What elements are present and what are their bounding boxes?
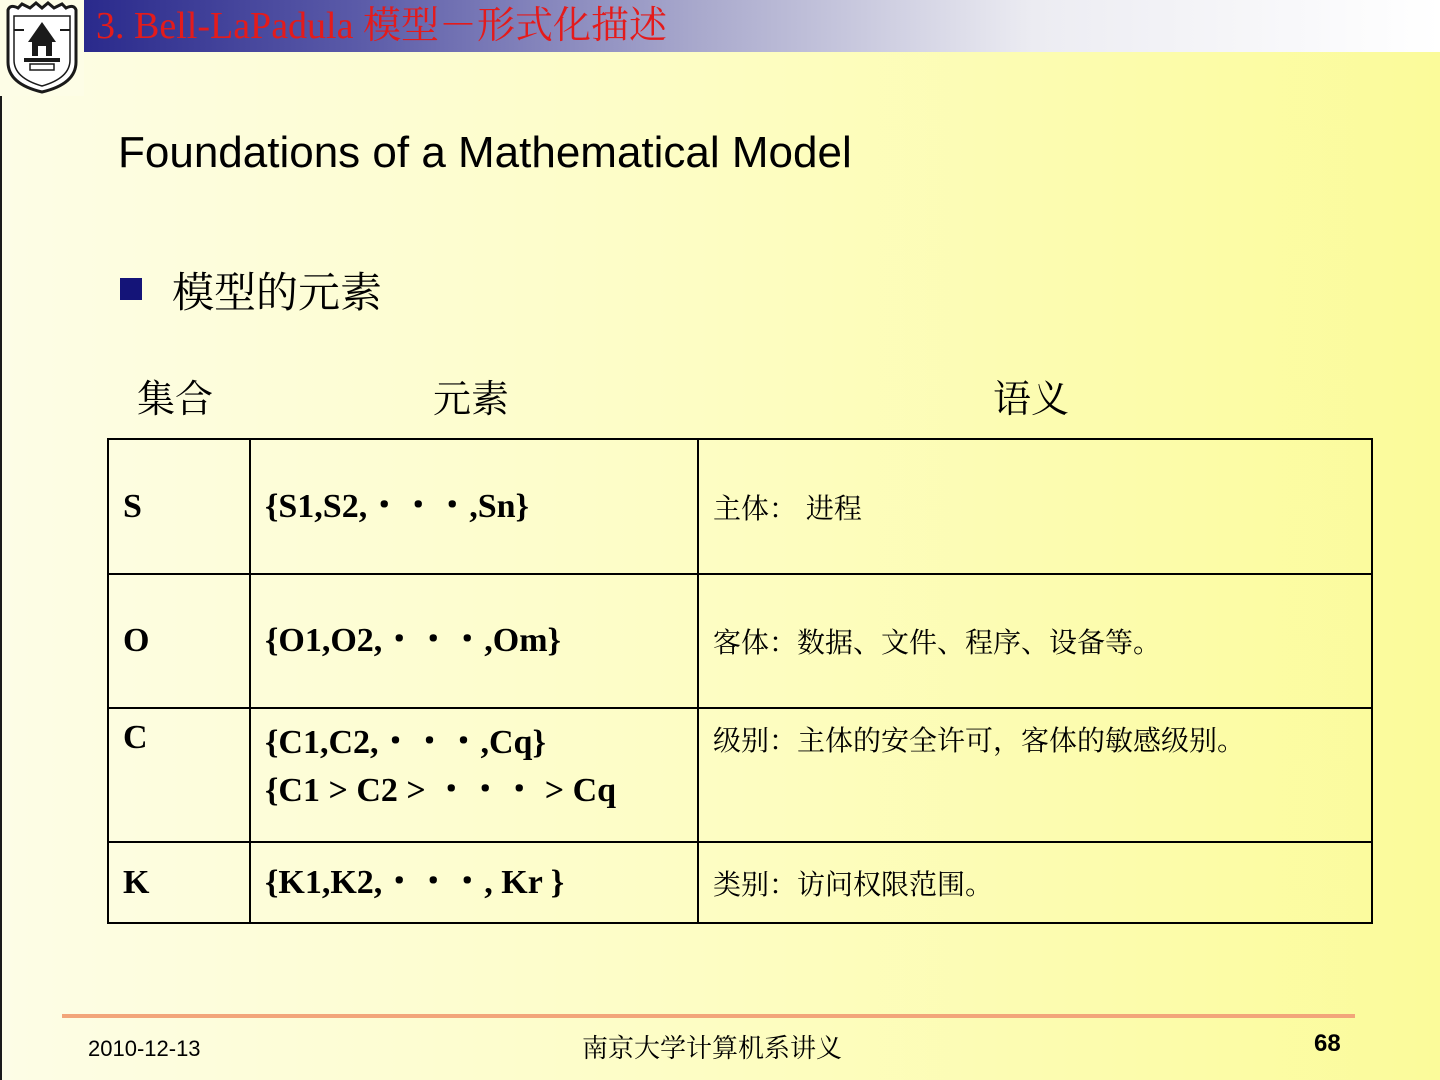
table-cell-elements — [250, 574, 698, 708]
column-header-elements: 元素 — [433, 377, 510, 421]
table-cell-set — [108, 574, 250, 708]
university-logo — [0, 0, 84, 96]
element-line: {K1,K2,・・・, Kr } — [265, 863, 565, 901]
semantics-text: 客体：数据、文件、程序、设备等。 — [713, 626, 1162, 659]
table-row — [108, 574, 1372, 708]
square-bullet-icon — [120, 278, 142, 300]
table-row — [108, 842, 1372, 923]
table-cell-elements — [250, 439, 698, 574]
semantics-text: 类别：访问权限范围。 — [713, 867, 994, 901]
page-number: 68 — [1314, 1030, 1341, 1057]
table-row — [108, 439, 1372, 574]
element-line: {S1,S2,・・・,Sn} — [265, 487, 529, 525]
table-cell-semantics — [698, 439, 1372, 574]
slide-title: 3. Bell-LaPadula 模型－形式化描述 — [96, 5, 667, 47]
table-cell-elements — [250, 842, 698, 923]
section-heading: Foundations of a Mathematical Model — [118, 128, 852, 177]
table-cell-set — [108, 439, 250, 574]
set-name: C — [123, 719, 148, 756]
column-header-semantics: 语义 — [993, 377, 1070, 421]
semantics-text: 级别：主体的安全许可，客体的敏感级别。 — [713, 724, 1246, 757]
table-cell-set — [108, 708, 250, 842]
table-cell-semantics — [698, 574, 1372, 708]
slide-left-border — [0, 52, 2, 1080]
footer-divider — [62, 1014, 1355, 1018]
footer-course-title: 南京大学计算机系讲义 — [582, 1034, 843, 1064]
footer-date: 2010-12-13 — [88, 1036, 201, 1061]
set-name: K — [123, 863, 150, 901]
table-cell-set — [108, 842, 250, 923]
semantics-text: 主体： 进程 — [713, 491, 862, 525]
model-elements-table — [107, 438, 1373, 924]
table-row — [108, 708, 1372, 842]
column-header-set: 集合 — [137, 377, 214, 421]
set-name: O — [123, 622, 150, 659]
table-cell-elements — [250, 708, 698, 842]
element-line: {O1,O2,・・・,Om} — [265, 622, 561, 659]
set-name: S — [123, 487, 142, 525]
element-line: {C1,C2,・・・,Cq} — [265, 724, 546, 761]
table-cell-semantics — [698, 708, 1372, 842]
element-line: {C1 > C2 > ・・・ > Cq — [265, 772, 617, 809]
bullet-text: 模型的元素 — [172, 268, 383, 317]
title-bar — [84, 0, 1440, 52]
table-cell-semantics — [698, 842, 1372, 923]
